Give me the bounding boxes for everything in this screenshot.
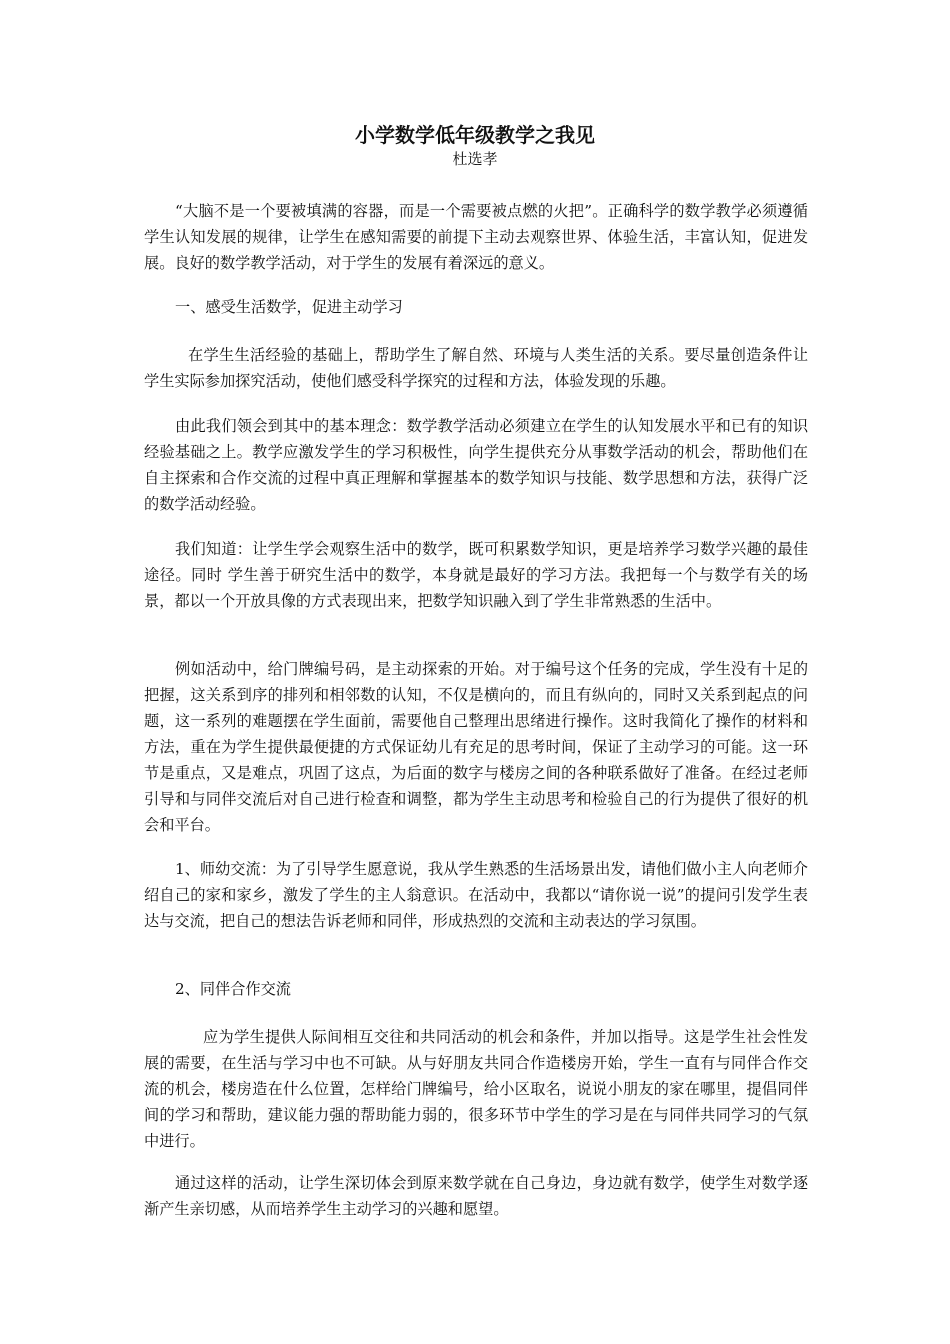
paragraph-peer-cooperation: 应为学生提供人际间相互交往和共同活动的机会和条件，并加以指导。这是学生社会性发展的需要，在生活与学习中也不可缺。从与好朋友共同合作造楼房开始，学生一直有与同伴合作交流的机会，楼房造在什么位置，怎样给门牌编号，给小区取名，说说小朋友的家在哪里，提倡同伴间的学习和帮助，建议能力强的帮助能力弱的，很多环节中学生的学习是在与同伴共同学习的气氛中进行。 <box>144 1028 808 1150</box>
paragraph-section1-b: 由此我们领会到其中的基本理念：数学教学活动必须建立在学生的认知发展水平和已有的知识经验基础之上。教学应激发学生的学习积极性，向学生提供充分从事数学活动的机会，帮助他们在自主探索和合作交流的过程中真正理解和掌握基本的数学知识与技能、数学思想和方法，获得广泛的数学活动经验。 <box>144 417 808 513</box>
section-heading-1: 一、感受生活数学，促进主动学习 <box>175 298 403 316</box>
paragraph-conclusion: 通过这样的活动，让学生深切体会到原来数学就在自己身边，身边就有数学，使学生对数学逐渐产生亲切感，从而培养学生主动学习的兴趣和愿望。 <box>144 1174 808 1218</box>
paragraph-section1-a: 在学生生活经验的基础上，帮助学生了解自然、环境与人类生活的关系。要尽量创造条件让学生实际参加探究活动，使他们感受科学探究的过程和方法，体验发现的乐趣。 <box>144 346 808 390</box>
paragraph-intro: “大脑不是一个要被填满的容器，而是一个需要被点燃的火把”。正确科学的数学教学必须遵循学生认知发展的规律，让学生在感知需要的前提下主动去观察世界、体验生活，丰富认知，促进发展。良好的数学教学活动，对于学生的发展有着深远的意义。 <box>144 202 808 272</box>
paragraph-example: 例如活动中，给门牌编号码，是主动探索的开始。对于编号这个任务的完成，学生没有十足的把握，这关系到序的排列和相邻数的认知，不仅是横向的，而且有纵向的，同时又关系到起点的问题，这一系列的难题摆在学生面前，需要他自己整理出思绪进行操作。这时我简化了操作的材料和方法，重在为学生提供最便捷的方式保证幼儿有充足的思考时间，保证了主动学习的可能。这一环节是重点，又是难点，巩固了这点，为后面的数字与楼房之间的各种联系做好了准备。在经过老师引导和与同伴交流后对自己进行检查和调整，都为学生主动思考和检验自己的行为提供了很好的机会和平台。 <box>144 660 808 834</box>
paragraph-teacher-exchange: 1、师幼交流：为了引导学生愿意说，我从学生熟悉的生活场景出发，请他们做小主人向老师介绍自己的家和家乡，激发了学生的主人翁意识。在活动中，我都以“请你说一说”的提问引发学生表达与交流，把自己的想法告诉老师和同伴，形成热烈的交流和主动表达的学习氛围。 <box>144 860 808 930</box>
paragraph-section1-c: 我们知道：让学生学会观察生活中的数学，既可积累数学知识，更是培养学习数学兴趣的最佳途径。同时 学生善于研究生活中的数学，本身就是最好的学习方法。我把每一个与数学有关的场景，都以一个开放具像的方式表现出来，把数学知识融入到了学生非常熟悉的生活中。 <box>144 540 808 610</box>
document-author: 杜选孝 <box>452 150 498 168</box>
document-title: 小学数学低年级教学之我见 <box>355 123 595 147</box>
subheading-peer-cooperation: 2、同伴合作交流 <box>175 980 291 998</box>
